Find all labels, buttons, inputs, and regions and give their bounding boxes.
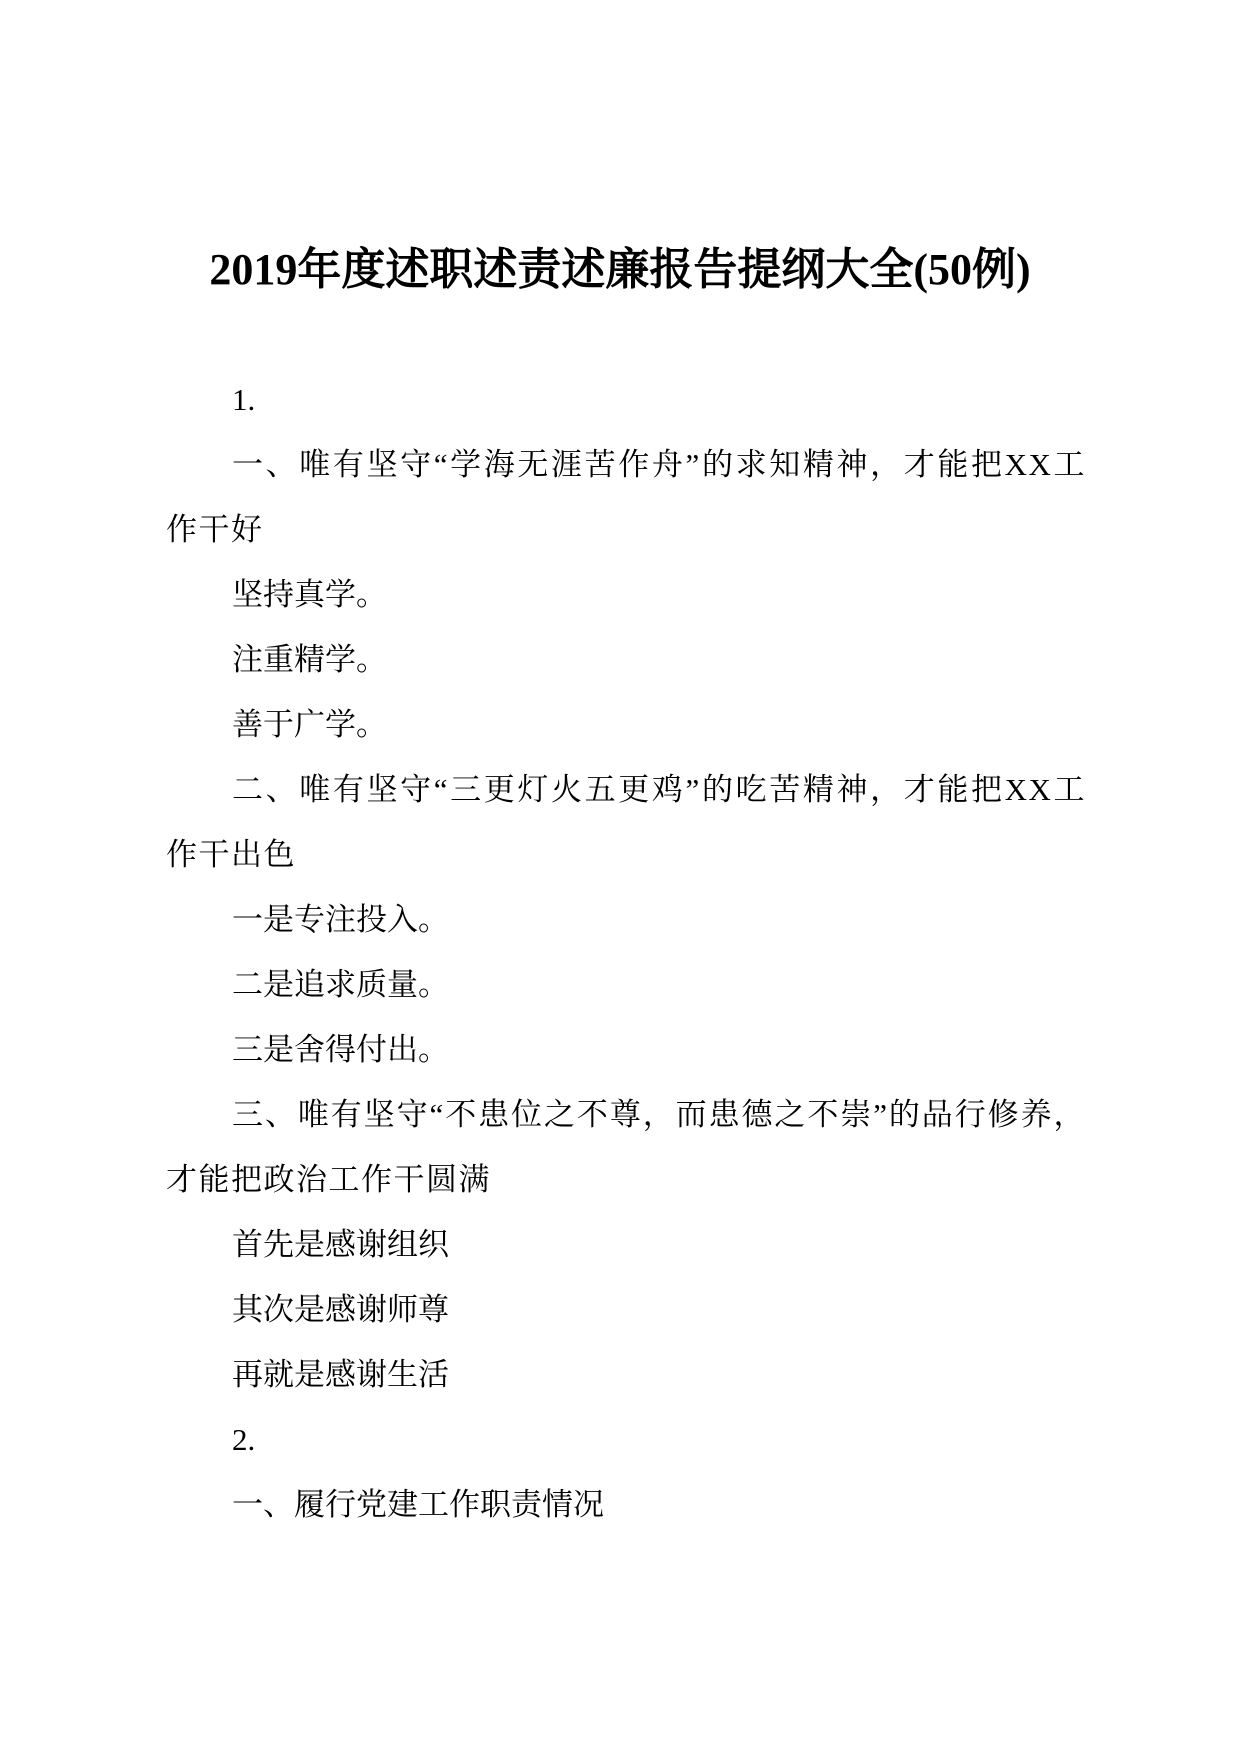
section-number-2: 2. [232,1422,256,1457]
heading-1-1: 一、唯有坚守“学海无涯苦作舟”的求知精神，才能把XX工作干好 [166,447,1086,547]
section-number-1: 1. [232,382,256,417]
point-1-1-3: 善于广学。 [232,707,387,742]
point-1-1-1: 坚持真学。 [232,577,387,612]
point-1-3-1: 首先是感谢组织 [232,1227,449,1262]
point-1-3-2: 其次是感谢师尊 [232,1292,449,1327]
point-1-1-2: 注重精学。 [232,642,387,677]
point-1-2-3: 三是舍得付出。 [232,1032,449,1067]
point-1-3-3: 再就是感谢生活 [232,1357,449,1392]
heading-1-3: 三、唯有坚守“不患位之不尊，而患德之不崇”的品行修养，才能把政治工作干圆满 [166,1097,1086,1197]
document-title: 2019年度述职述责述廉报告提纲大全(50例) [209,245,1031,294]
heading-2-1: 一、履行党建工作职责情况 [232,1487,604,1522]
point-1-2-1: 一是专注投入。 [232,902,449,937]
point-1-2-2: 二是追求质量。 [232,967,449,1002]
document-body [166,367,1086,1537]
heading-1-2: 二、唯有坚守“三更灯火五更鸡”的吃苦精神，才能把XX工作干出色 [166,772,1086,872]
